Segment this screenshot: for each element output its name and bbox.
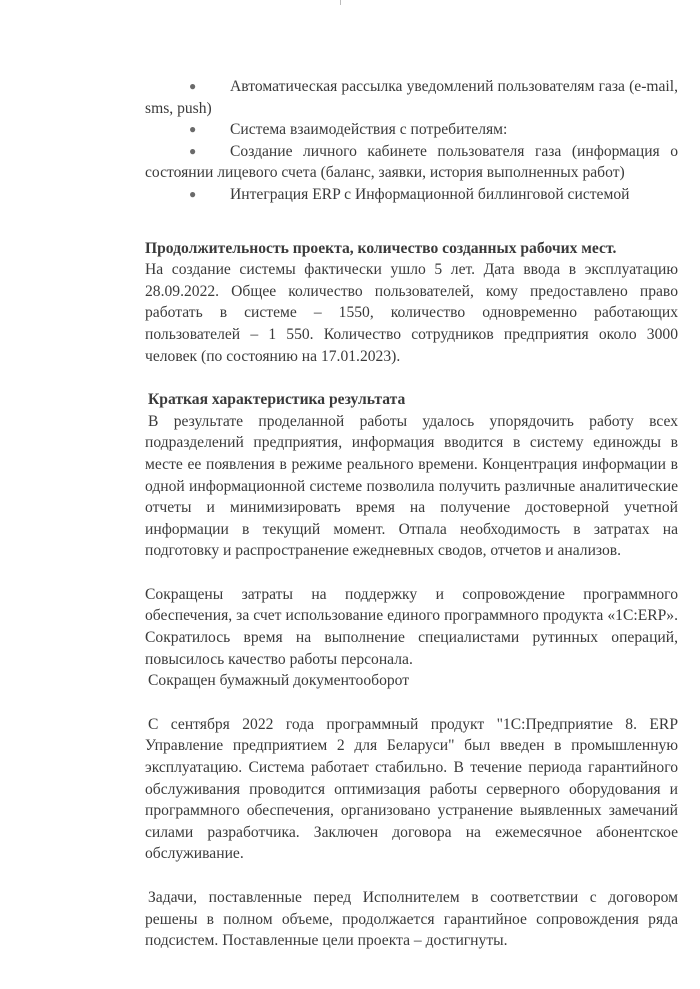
bullet-icon: ● <box>189 186 197 201</box>
bullet-text: Создание личного кабинете пользователя газа (информация о состоянии лицевого счета (баланс, заявки, история выполненных работ) <box>145 142 678 182</box>
duration-text: На создание системы фактически ушло 5 лет. Дата ввода в эксплуатацию 28.09.2022. Общее количество пользователей, кому предоставлено право работать в системе – 1550, количество одновременно работающих пользователей – 1 550. Количество сотрудников предприятия около 3000 человек (по состоянию на 17.01.2023). <box>145 261 678 365</box>
bullet-item <box>145 184 678 206</box>
spacer <box>145 367 678 389</box>
spacer <box>145 865 678 887</box>
costs-text: Сокращены затраты на поддержку и сопровождение программного обеспечения, за счет использование единого программного продукта «1С:ERP». Сократилось время на выполнение специалистами рутинных операций, повысилось качество работы персонала. <box>145 585 678 668</box>
bullet-icon: ● <box>189 143 197 158</box>
scan-mark <box>340 0 341 5</box>
section-heading-result: Краткая характеристика результата <box>148 391 406 409</box>
bullet-text: Автоматическая рассылка уведомлений пользователям газа (e-mail, sms, push) <box>145 78 678 117</box>
bullet-icon: ● <box>189 79 197 93</box>
section-text-duration <box>145 259 678 367</box>
paragraph-launch <box>145 714 678 865</box>
bullet-item <box>145 141 678 184</box>
paragraph-paperless <box>145 670 678 692</box>
bullet-item <box>145 119 678 141</box>
section-heading-duration: Продолжительность проекта, количество созданных рабочих мест. <box>145 239 617 257</box>
bullet-item <box>145 76 678 119</box>
spacer <box>145 206 678 238</box>
section-text-result <box>145 411 678 562</box>
document-page <box>145 76 678 952</box>
paperless-text: Сокращен бумажный документооборот <box>148 672 410 690</box>
result-text: В результате проделанной работы удалось упорядочить работу всех подразделений предприятия, информация вводится в систему единожды в месте ее появления в режиме реального времени. Концентрация информации в одной информационной системе позволила получить различные аналитические отчеты и минимизировать время на получение достоверной учетной информации в текущий момент. Отпала необходимость в затратах на подготовку и распространение ежедневных сводов, отчетов и анализов. <box>145 412 678 560</box>
spacer <box>145 562 678 584</box>
bullet-text: Интеграция ERP с Информационной биллинговой системой <box>230 185 630 203</box>
spacer <box>145 692 678 714</box>
paragraph-costs <box>145 584 678 670</box>
conclusion-text: Задачи, поставленные перед Исполнителем в соответствии с договором решены в полном объеме, продолжается гарантийное сопровождения ряда подсистем. Поставленные цели проекта – достигнуты. <box>145 889 678 950</box>
bullet-text: Система взаимодействия с потребителям: <box>230 121 508 139</box>
paragraph-conclusion <box>145 887 678 952</box>
launch-text: С сентября 2022 года программный продукт "1С:Предприятие 8. ERP Управление предприятием 2 для Беларуси" был введен в промышленную эксплуатацию. Система работает стабильно. В течение периода гарантийного обслуживания проводится оптимизация работы серверного оборудования и программного обеспечения, организовано устранение выявленных замечаний силами разработчика. Заключен договора на ежемесячное абонентское обслуживание. <box>145 715 678 863</box>
bullet-icon: ● <box>189 122 197 137</box>
